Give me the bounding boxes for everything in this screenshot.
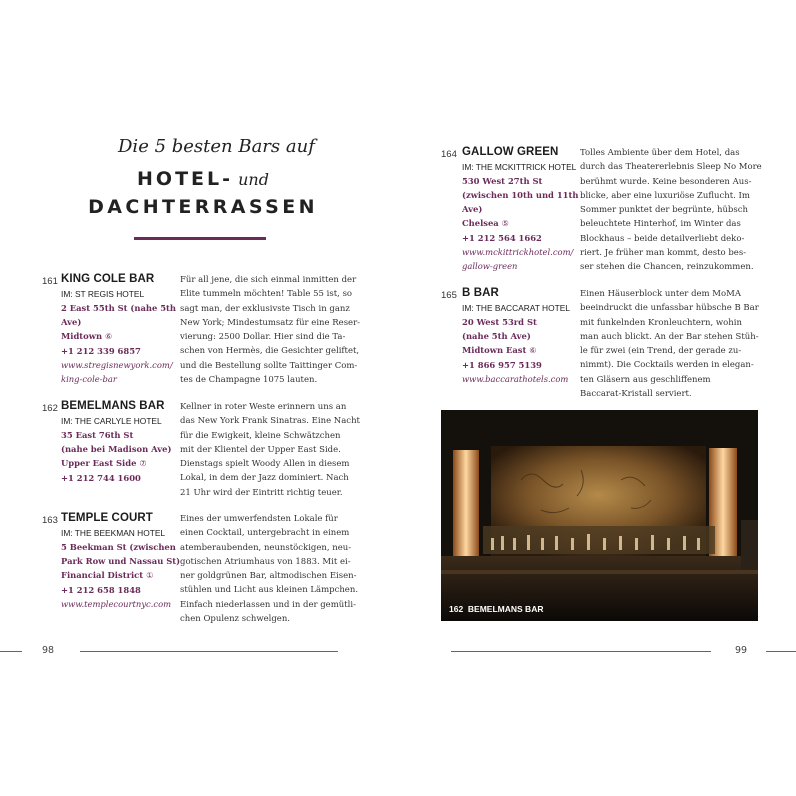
page-number-right: 99: [735, 645, 748, 656]
web-link[interactable]: www.mckittrickhotel.com/: [462, 247, 574, 257]
address-line: 530 West 27th St: [462, 176, 543, 186]
district-name: Chelsea: [462, 218, 499, 228]
address-line: (zwischen 10th und 11th: [462, 190, 579, 200]
entry-name: B BAR: [462, 287, 499, 299]
desc-line: nimmt). Die Cocktails werden in elegan-: [580, 360, 754, 371]
caption-name: BEMELMANS BAR: [467, 604, 544, 614]
desc-line: tes de Champagne 1075 lauten.: [180, 375, 318, 386]
desc-line: Tolles Ambiente über dem Hotel, das: [580, 148, 740, 158]
entry-number: 163: [42, 515, 58, 526]
photo-caption: [449, 604, 543, 614]
desc-line: Kellner in roter Weste erinnern uns an: [180, 402, 347, 412]
map-ref-icon: ⑥: [529, 346, 537, 355]
web-link[interactable]: king-cole-bar: [61, 374, 117, 384]
desc-line: mit funkelnden Kronleuchtern, wohin: [580, 317, 742, 328]
district: [61, 329, 176, 344]
desc-line: sagt man, der exklusivste Tisch in ganz: [180, 303, 350, 314]
desc-line: Eines der umwerfendsten Lokale für: [180, 514, 338, 524]
entry-hotel: IM: ST REGIS HOTEL: [61, 289, 145, 299]
footer-rule-left-outer: [0, 651, 22, 652]
desc-line: Einfach niederlassen und in der gemütli-: [180, 599, 356, 610]
desc-line: gotischen Atriumhaus von 1883. Mit ei-: [180, 556, 351, 567]
desc-line: riert. Je früher man kommt, desto bes-: [580, 248, 747, 259]
entry-name: GALLOW GREEN: [462, 146, 559, 158]
phone[interactable]: +1 866 957 5139: [462, 360, 542, 370]
map-ref-icon: ①: [146, 571, 154, 580]
desc-line: das New York Frank Sinatras. Eine Nacht: [180, 416, 360, 427]
address-line: (nahe 5th Ave): [462, 331, 531, 341]
address-line: Park Row und Nassau St): [61, 556, 181, 566]
entry-name: BEMELMANS BAR: [61, 400, 165, 412]
address-line: (nahe bei Madison Ave): [61, 444, 172, 454]
entry-hotel: IM: THE MCKITTRICK HOTEL: [462, 162, 577, 172]
phone[interactable]: +1 212 564 1662: [462, 233, 542, 243]
web-link[interactable]: gallow-green: [462, 261, 518, 271]
desc-line: Sommer punktet der begrünte, hübsch: [580, 205, 748, 216]
desc-line: beeindruckt die unfassbar hübsche B Bar: [580, 303, 759, 314]
phone[interactable]: +1 212 658 1848: [61, 585, 141, 595]
heading-hotel: HOTEL-: [137, 168, 234, 190]
entry-contact: [61, 301, 176, 386]
desc-line: blicke, aber eine luxuriöse Zuflucht. Im: [580, 190, 750, 201]
caption-number: 162: [449, 604, 464, 614]
desc-line: Elite tummeln möchten! Table 55 ist, so: [180, 289, 353, 300]
desc-line: berühmt wurde. Keine besonderen Aus-: [580, 176, 752, 187]
desc-line: Lokal, in dem der Jazz dominiert. Nach: [180, 473, 349, 484]
entry-number: 164: [441, 149, 457, 160]
desc-line: atemberaubenden, neunstöckigen, neu-: [180, 542, 352, 553]
entry-name: TEMPLE COURT: [61, 512, 153, 524]
page-number-left: 98: [42, 645, 55, 656]
footer-rule-right: [451, 651, 711, 652]
entry-description: [180, 400, 360, 500]
heading-rule: [134, 237, 266, 240]
desc-line: für die Ewigkeit, kleine Schwätzchen: [180, 430, 341, 441]
district-name: Financial District: [61, 570, 144, 580]
entry-number: 165: [441, 290, 457, 301]
desc-line: einen Cocktail, untergebracht in einem: [180, 528, 350, 539]
desc-line: Dienstags spielt Woody Allen in diesem: [180, 459, 350, 470]
district-name: Midtown: [61, 331, 103, 341]
desc-line: le für zwei (ein Trend, der gerade zu-: [580, 346, 742, 357]
desc-line: schen von Hermès, die Gesichter geliftet,: [180, 346, 360, 357]
desc-line: chen Opulenz schwelgen.: [180, 614, 290, 625]
desc-line: durch das Theatererlebnis Sleep No More: [580, 162, 762, 173]
desc-line: man auch blickt. An der Bar stehen Stüh-: [580, 331, 759, 342]
phone[interactable]: +1 212 744 1600: [61, 473, 141, 483]
entry-name: KING COLE BAR: [61, 273, 155, 285]
web-link[interactable]: www.templecourtnyc.com: [61, 599, 172, 609]
desc-line: beleuchtete Hinterhof, im Winter das: [580, 219, 741, 230]
district-name: Upper East Side: [61, 458, 137, 468]
address-line: 5 Beekman St (zwischen: [61, 542, 176, 552]
desc-line: Blockhaus – beide detailverliebt deko-: [580, 233, 745, 244]
desc-line: ser stehen die Chancen, reinzukommen.: [580, 262, 754, 273]
entry-contact: [462, 174, 578, 273]
heading-line-2: [118, 168, 288, 190]
desc-line: mit der Klientel der Upper East Side.: [180, 444, 341, 455]
district: [462, 343, 568, 358]
desc-line: stühlen und Licht aus kleinen Lämpchen.: [180, 585, 359, 596]
heading-line-3: DACHTERRASSEN: [88, 196, 318, 218]
heading-und: und: [233, 170, 269, 189]
entry-hotel: IM: THE BACCARAT HOTEL: [462, 303, 570, 313]
address-line: Ave): [61, 317, 82, 327]
address-line: 20 West 53rd St: [462, 317, 537, 327]
bar-photo-illustration: [441, 410, 758, 621]
phone[interactable]: +1 212 339 6857: [61, 346, 141, 356]
entry-contact: [61, 540, 180, 611]
entry-number: 162: [42, 403, 58, 414]
address-line: Ave): [462, 204, 483, 214]
entry-hotel: IM: THE CARLYLE HOTEL: [61, 416, 162, 426]
district: [462, 216, 578, 231]
entry-contact: [462, 315, 568, 386]
entry-description: [180, 512, 358, 626]
entry-hotel: IM: THE BEEKMAN HOTEL: [61, 528, 166, 538]
entry-description: [180, 273, 360, 387]
desc-line: Für all jene, die sich einmal inmitten der: [180, 275, 357, 285]
heading-line-1: Die 5 besten Bars auf: [118, 136, 315, 157]
entry-description: [580, 287, 759, 401]
map-ref-icon: ⑦: [139, 459, 147, 468]
desc-line: vierung: 2500 Dollar. Hier sind die Ta-: [180, 332, 346, 343]
desc-line: 21 Uhr wird der Eintritt richtig teuer.: [180, 487, 343, 498]
web-link[interactable]: www.baccarathotels.com: [462, 374, 569, 384]
address-line: 35 East 76th St: [61, 430, 134, 440]
web-link[interactable]: www.stregisnewyork.com/: [61, 360, 173, 370]
map-ref-icon: ⑤: [501, 219, 509, 228]
desc-line: New York; Mindestumsatz für eine Reser-: [180, 317, 361, 328]
address-line: 2 East 55th St (nahe 5th: [61, 303, 177, 313]
desc-line: ten Gläsern aus geschliffenem: [580, 374, 711, 385]
district: [61, 456, 171, 471]
desc-line: Baccarat-Kristall serviert.: [580, 389, 692, 400]
footer-rule-left: [80, 651, 338, 652]
footer-rule-right-outer: [766, 651, 796, 652]
desc-line: und die Bestellung sollte Taittinger Com-: [180, 360, 358, 371]
entry-description: [580, 146, 762, 275]
district: [61, 568, 180, 583]
map-ref-icon: ⑥: [104, 332, 113, 341]
bar-photo: [441, 410, 758, 621]
desc-line: Einen Häuserblock unter dem MoMA: [580, 289, 741, 299]
entry-contact: [61, 428, 171, 485]
desc-line: ner goldgrünen Bar, altmodischen Eisen-: [180, 571, 357, 582]
entry-number: 161: [42, 276, 58, 287]
district-name: Midtown East: [462, 345, 527, 355]
